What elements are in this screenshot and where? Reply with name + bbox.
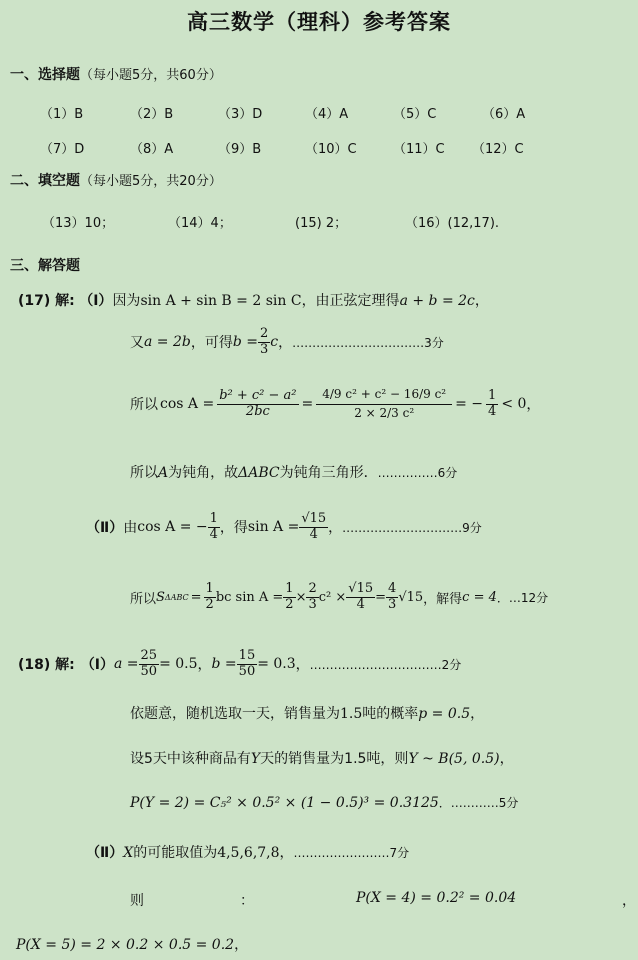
q17-l1-math: sin A + sin B = 2 sin C	[140, 293, 302, 309]
q17-l5-score: …………………………9分	[342, 520, 482, 535]
q17-l3-frac2: $\frac{\text{4/9 c² + c² − 16/9 c²}}{\text{2 × 2/3 c²}}$	[316, 386, 452, 421]
q17-l1-math2: a + b = 2c	[399, 293, 475, 309]
q17-l2-text: 又	[130, 335, 144, 351]
answer-7: （7）D	[40, 142, 85, 157]
q18-l7-math: P(X = 5) = 2 × 0.2 × 0.5 = 0.2	[16, 937, 235, 953]
q17-l6-frac4: $\frac{√15}{4}$	[348, 581, 374, 612]
fill-answer-16: （16）(12,17).	[405, 216, 500, 231]
answer-10: （10）C	[305, 142, 357, 157]
section-heading-fill	[10, 170, 222, 190]
q18-l3-text2: 天的销售量为1.5吨，则	[260, 751, 409, 767]
q18-l1-frac2: $\frac{15}{50}$	[238, 648, 256, 679]
q18-l6-colon: ：	[240, 893, 254, 909]
section-fill-title: 二、填空题	[10, 173, 80, 189]
q17-l6-m3: bc sin A =	[215, 589, 284, 605]
q17-line-5	[86, 504, 482, 550]
q18-l1-sep: ，	[197, 657, 212, 673]
q17-l5-math: cos A = −	[137, 519, 208, 535]
answer-6: （6）A	[482, 107, 526, 122]
q18-l1-comma: ，	[295, 657, 310, 673]
page-title: 高三数学（理科）参考答案	[187, 10, 451, 34]
q17-l6-math: S	[156, 589, 165, 605]
q18-l3-text: 设5天中该种商品有	[130, 751, 251, 767]
answer-9: （9）B	[218, 142, 262, 157]
q17-line-3	[130, 366, 540, 442]
q18-line-4	[130, 794, 518, 811]
q17-l6-frac2: $\frac{1}{2}$	[285, 581, 294, 612]
q17-l6-m4: c² ×	[318, 589, 347, 605]
q18-label: (18) 解:	[18, 657, 75, 673]
q17-l6-sub: ΔABC	[164, 592, 189, 602]
fill-answer-13: （13）10；	[42, 216, 115, 231]
section-fill-note: （每小题5分，共20分）	[80, 174, 222, 189]
q18-l1-math3: b =	[211, 656, 237, 672]
q18-l2-text: 依题意，随机选取一天，销售量为	[130, 706, 340, 722]
q18-line-1	[18, 642, 461, 686]
q18-l1-math: a =	[113, 656, 139, 672]
q18-l5-math2: 4,5,6,7,8	[217, 845, 280, 861]
q17-l2-math3: c	[270, 334, 279, 350]
q18-l2-math2: p = 0.5	[418, 706, 471, 722]
q17-l1-text: 因为	[112, 293, 141, 309]
q17-l3-eq: =	[301, 396, 314, 412]
q17-line-6	[130, 574, 548, 620]
q17-line-1	[18, 290, 489, 310]
q17-l2-math: a = 2b	[144, 334, 191, 350]
section-choice-note: （每小题5分，共60分）	[80, 68, 222, 83]
q17-l6-frac1: $\frac{1}{2}$	[205, 581, 214, 612]
fill-answer-15: (15) 2；	[295, 216, 348, 231]
q17-l3-frac3: $\frac{1}{4}$	[488, 388, 497, 419]
q17-l4-text: 所以	[130, 465, 158, 481]
q18-line-5	[86, 842, 409, 862]
answer-12: （12）C	[472, 142, 524, 157]
q17-l2-frac: $\frac{2}{3}$	[260, 326, 269, 357]
q17-l2-comma: ，	[278, 335, 293, 351]
q18-l1-m4: = 0.3	[257, 656, 296, 672]
answer-4: （4）A	[305, 107, 349, 122]
q17-l4-math2: ΔABC	[238, 465, 280, 481]
q17-l2-math2: b =	[232, 334, 259, 350]
section-heading-choice	[10, 64, 222, 84]
answer-5: （5）C	[393, 107, 437, 122]
q17-l6-eq: =	[190, 589, 202, 605]
q17-l3-text: 所以	[130, 397, 158, 413]
fill-answer-14: （14）4；	[168, 216, 232, 231]
q18-l3-math: Y	[250, 751, 261, 767]
q18-l3-comma: ，	[499, 751, 514, 767]
q17-l5-math2: sin A =	[247, 519, 300, 535]
q18-l2-comma: ，	[470, 706, 485, 722]
q17-part1-label: （Ⅰ）	[79, 293, 113, 309]
q17-l2-text2: ，可得	[190, 335, 233, 351]
answer-2: （2）B	[130, 107, 174, 122]
q17-l1-comma: ，	[474, 293, 489, 309]
q18-l5-math: X	[123, 845, 134, 861]
section-solve-title: 三、解答题	[10, 258, 80, 274]
q18-l6-comma: ，	[622, 893, 636, 909]
q18-l4-score: ．…………5分	[438, 796, 519, 810]
q17-label: (17) 解:	[18, 293, 75, 309]
q17-l5-text: 由	[123, 520, 138, 536]
q17-l5-comma: ，	[328, 520, 343, 536]
q18-l7-comma: ，	[234, 937, 249, 953]
q18-l6-math: P(X = 4) = 0.2² = 0.04	[356, 890, 517, 906]
q17-l6-times: ×	[295, 589, 307, 605]
q17-l6-eq2: =	[375, 589, 387, 605]
q17-l4-text3: 为钝角三角形．	[279, 465, 378, 481]
q18-l1-score: ……………………………2分	[309, 657, 462, 672]
q17-l6-text: 所以	[130, 591, 157, 607]
q18-l5-score: ……………………7分	[293, 846, 410, 860]
q17-l4-text2: 为钝角，故	[168, 465, 239, 481]
q17-l5-text2: ，得	[219, 520, 248, 536]
q18-line-7	[16, 934, 248, 954]
q18-line-3	[130, 748, 514, 768]
q18-line-2	[130, 703, 484, 723]
answer-8: （8）A	[130, 142, 174, 157]
q17-l6-result: c = 4	[462, 589, 497, 605]
q17-l1-text2: ，由正弦定理得	[301, 293, 400, 309]
q18-l5-text: 的可能取值为	[133, 845, 218, 861]
q17-l5-frac2: $\frac{√15}{4}$	[301, 511, 327, 542]
q17-l6-score: ．…12分	[496, 590, 549, 605]
section-heading-solve	[10, 255, 80, 275]
q17-l4-score: ……………6分	[377, 466, 458, 480]
q17-l6-frac5: $\frac{4}{3}$	[388, 581, 397, 612]
q17-l6-sqrt: √15	[398, 589, 424, 605]
q18-l2-text2: 吨的概率	[362, 706, 419, 722]
q18-l5-comma: ，	[279, 845, 294, 861]
section-choice-title: 一、选择题	[10, 67, 80, 83]
q18-l1-frac1: $\frac{25}{50}$	[140, 648, 158, 679]
q18-part2-label: （Ⅱ）	[86, 845, 124, 861]
q18-l4-math: P(Y = 2) = C₅² × 0.5² × (1 − 0.5)³ = 0.3125	[130, 795, 439, 811]
answer-3: （3）D	[218, 107, 263, 122]
q18-part1-label: （Ⅰ）	[80, 657, 114, 673]
q17-l3-comma: ，	[526, 397, 541, 413]
answer-11: （11）C	[393, 142, 445, 157]
q17-l3-tail: < 0	[501, 396, 527, 412]
q17-l6-text2: ，解得	[423, 591, 463, 607]
q17-l3-math: cos A =	[160, 396, 215, 412]
q17-l4-math: A	[158, 465, 169, 481]
answer-1: （1）B	[40, 107, 84, 122]
q17-l3-frac1: $\frac{\text{b² + c² − a²}}{2bc}$	[219, 388, 297, 419]
q18-l2-math: 1.5	[340, 706, 363, 722]
q18-l6-then: 则	[130, 893, 144, 909]
q17-l2-score: ……………………………3分	[292, 335, 444, 350]
q17-l3-eq2: = −	[455, 396, 484, 412]
q17-l5-frac1: $\frac{1}{4}$	[209, 511, 218, 542]
q17-l6-frac3: $\frac{2}{3}$	[308, 581, 317, 612]
q18-l3-math2: Y ~ B(5, 0.5)	[408, 751, 500, 767]
q18-l1-m2: = 0.5	[159, 656, 198, 672]
q17-line-4	[130, 462, 457, 482]
q17-part2-label: （Ⅱ）	[86, 520, 124, 536]
q17-line-2	[130, 320, 444, 364]
